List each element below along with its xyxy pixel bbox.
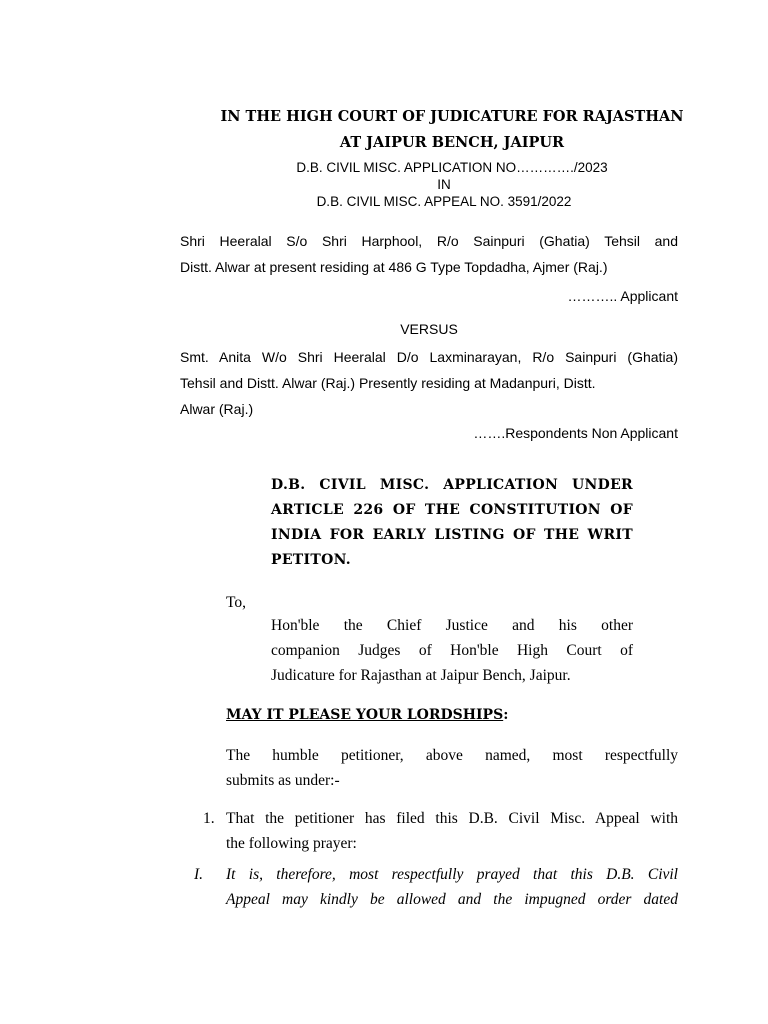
- appeal-number: D.B. CIVIL MISC. APPEAL NO. 3591/2022: [316, 194, 572, 209]
- addressee-block: [271, 613, 633, 688]
- applicant-line2: Distt. Alwar at present residing at 486 G Type Topdadha, Ajmer (Raj.): [180, 259, 608, 275]
- title-line4: PETITON.: [271, 552, 351, 568]
- in-label: IN: [437, 177, 451, 192]
- title-line1: D.B. CIVIL MISC. APPLICATION UNDER: [271, 477, 633, 493]
- addressee-line3: Judicature for Rajasthan at Jaipur Bench, Jaipur.: [271, 667, 571, 684]
- intro-line2: submits as under:-: [226, 772, 340, 789]
- court-name-line1: IN THE HIGH COURT OF JUDICATURE FOR RAJASTHAN: [220, 108, 684, 125]
- addressee-line1: Hon'ble the Chief Justice and his other: [271, 617, 633, 634]
- intro-paragraph: [226, 743, 678, 793]
- intro-line1: The humble petitioner, above named, most respectfully: [226, 747, 678, 764]
- para1-number: 1.: [203, 810, 215, 827]
- applicant-details: [180, 228, 678, 280]
- para1-text: [226, 806, 678, 856]
- title-line3: INDIA FOR EARLY LISTING OF THE WRIT: [271, 527, 633, 543]
- court-name-line2: AT JAIPUR BENCH, JAIPUR: [339, 134, 565, 151]
- respondent-details: [180, 344, 678, 422]
- prayer-text: [226, 862, 678, 912]
- to-label: To,: [226, 594, 247, 611]
- prayer-line1: It is, therefore, most respectfully prayed that this D.B. Civil: [226, 866, 678, 883]
- applicant-line1: Shri Heeralal S/o Shri Harphool, R/o Sainpuri (Ghatia) Tehsil and: [180, 233, 678, 249]
- applicant-label: ……….. Applicant: [567, 288, 678, 304]
- salutation-text: MAY IT PLEASE YOUR LORDSHIPS: [226, 707, 504, 723]
- application-title: [271, 473, 633, 573]
- prayer-number: I.: [194, 866, 204, 883]
- para1-line1: That the petitioner has filed this D.B. Civil Misc. Appeal with: [226, 810, 678, 827]
- title-line2: ARTICLE 226 OF THE CONSTITUTION OF: [271, 502, 633, 518]
- prayer-line2: Appeal may kindly be allowed and the impugned order dated: [226, 891, 678, 908]
- application-number: D.B. CIVIL MISC. APPLICATION NO…………./2023: [296, 160, 608, 175]
- respondent-line3: Alwar (Raj.): [180, 401, 254, 417]
- salutation: [226, 707, 508, 723]
- salutation-colon: :: [503, 707, 509, 723]
- respondent-line1: Smt. Anita W/o Shri Heeralal D/o Laxminarayan, R/o Sainpuri (Ghatia): [180, 349, 678, 365]
- respondent-line2: Tehsil and Distt. Alwar (Raj.) Presently residing at Madanpuri, Distt.: [180, 375, 596, 391]
- versus-label: VERSUS: [400, 321, 458, 337]
- addressee-line2: companion Judges of Hon'ble High Court of: [271, 642, 633, 659]
- para1-line2: the following prayer:: [226, 835, 357, 852]
- respondent-label: …….Respondents Non Applicant: [473, 425, 678, 441]
